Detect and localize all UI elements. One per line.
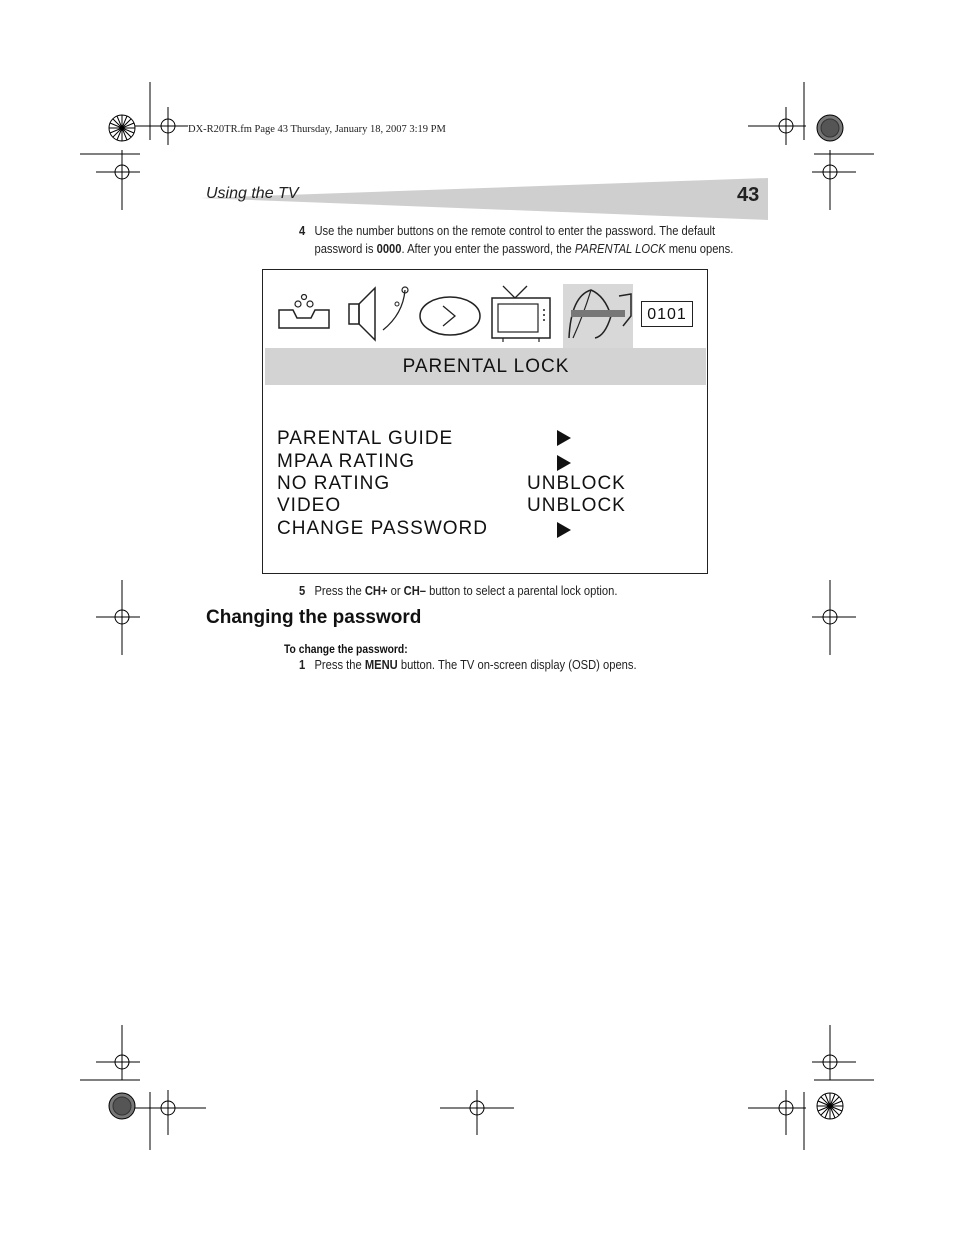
- page-number: 43: [737, 184, 760, 206]
- step-5: [299, 582, 660, 600]
- ch-minus-button: CH–: [403, 583, 427, 598]
- default-password: 0000: [376, 241, 402, 256]
- no-rating-value: UNBLOCK: [527, 473, 626, 494]
- procedure-heading: To change the password:: [284, 642, 408, 656]
- menu-item-mpaa-rating[interactable]: MPAA RATING: [277, 451, 416, 472]
- menu-item-parental-guide[interactable]: PARENTAL GUIDE: [277, 428, 454, 449]
- tv-setup-icon: [489, 284, 555, 349]
- clock-icon: [417, 294, 483, 343]
- submenu-arrow-icon: [557, 522, 571, 538]
- running-header: Using the TV: [206, 185, 299, 202]
- menu-item-no-rating[interactable]: NO RATING: [277, 473, 391, 494]
- step-text: Press the MENU button. The TV on-screen display (OSD) opens.: [314, 657, 637, 672]
- step-number: 1: [299, 657, 306, 672]
- osd-title: PARENTAL LOCK: [402, 356, 570, 377]
- step-text: Press the CH+ or CH– button to select a parental lock option.: [314, 583, 618, 598]
- step-1: [299, 656, 660, 674]
- parental-lock-icon: [565, 286, 633, 347]
- step-number: 4: [299, 223, 306, 238]
- osd-screen: [262, 269, 708, 574]
- picture-icon: [277, 294, 333, 335]
- audio-icon: [347, 284, 417, 347]
- file-slug: DX-R20TR.fm Page 43 Thursday, January 18, 2007 3:19 PM: [188, 124, 446, 135]
- menu-button-name: MENU: [364, 657, 398, 672]
- menu-name: PARENTAL LOCK: [574, 241, 666, 256]
- video-value: UNBLOCK: [527, 495, 626, 516]
- ch-plus-button: CH+: [364, 583, 388, 598]
- section-heading: Changing the password: [206, 607, 422, 628]
- submenu-arrow-icon: [557, 455, 571, 471]
- submenu-arrow-icon: [557, 430, 571, 446]
- menu-item-change-password[interactable]: CHANGE PASSWORD: [277, 518, 489, 539]
- menu-item-video[interactable]: VIDEO: [277, 495, 342, 516]
- step-number: 5: [299, 583, 306, 598]
- step-text: Use the number buttons on the remote control to enter the password. The default password is 0000. After you enter the password, the PARENTAL LOCK menu opens.: [314, 223, 734, 256]
- step-4: [299, 222, 734, 260]
- password-display: 0101: [641, 301, 693, 327]
